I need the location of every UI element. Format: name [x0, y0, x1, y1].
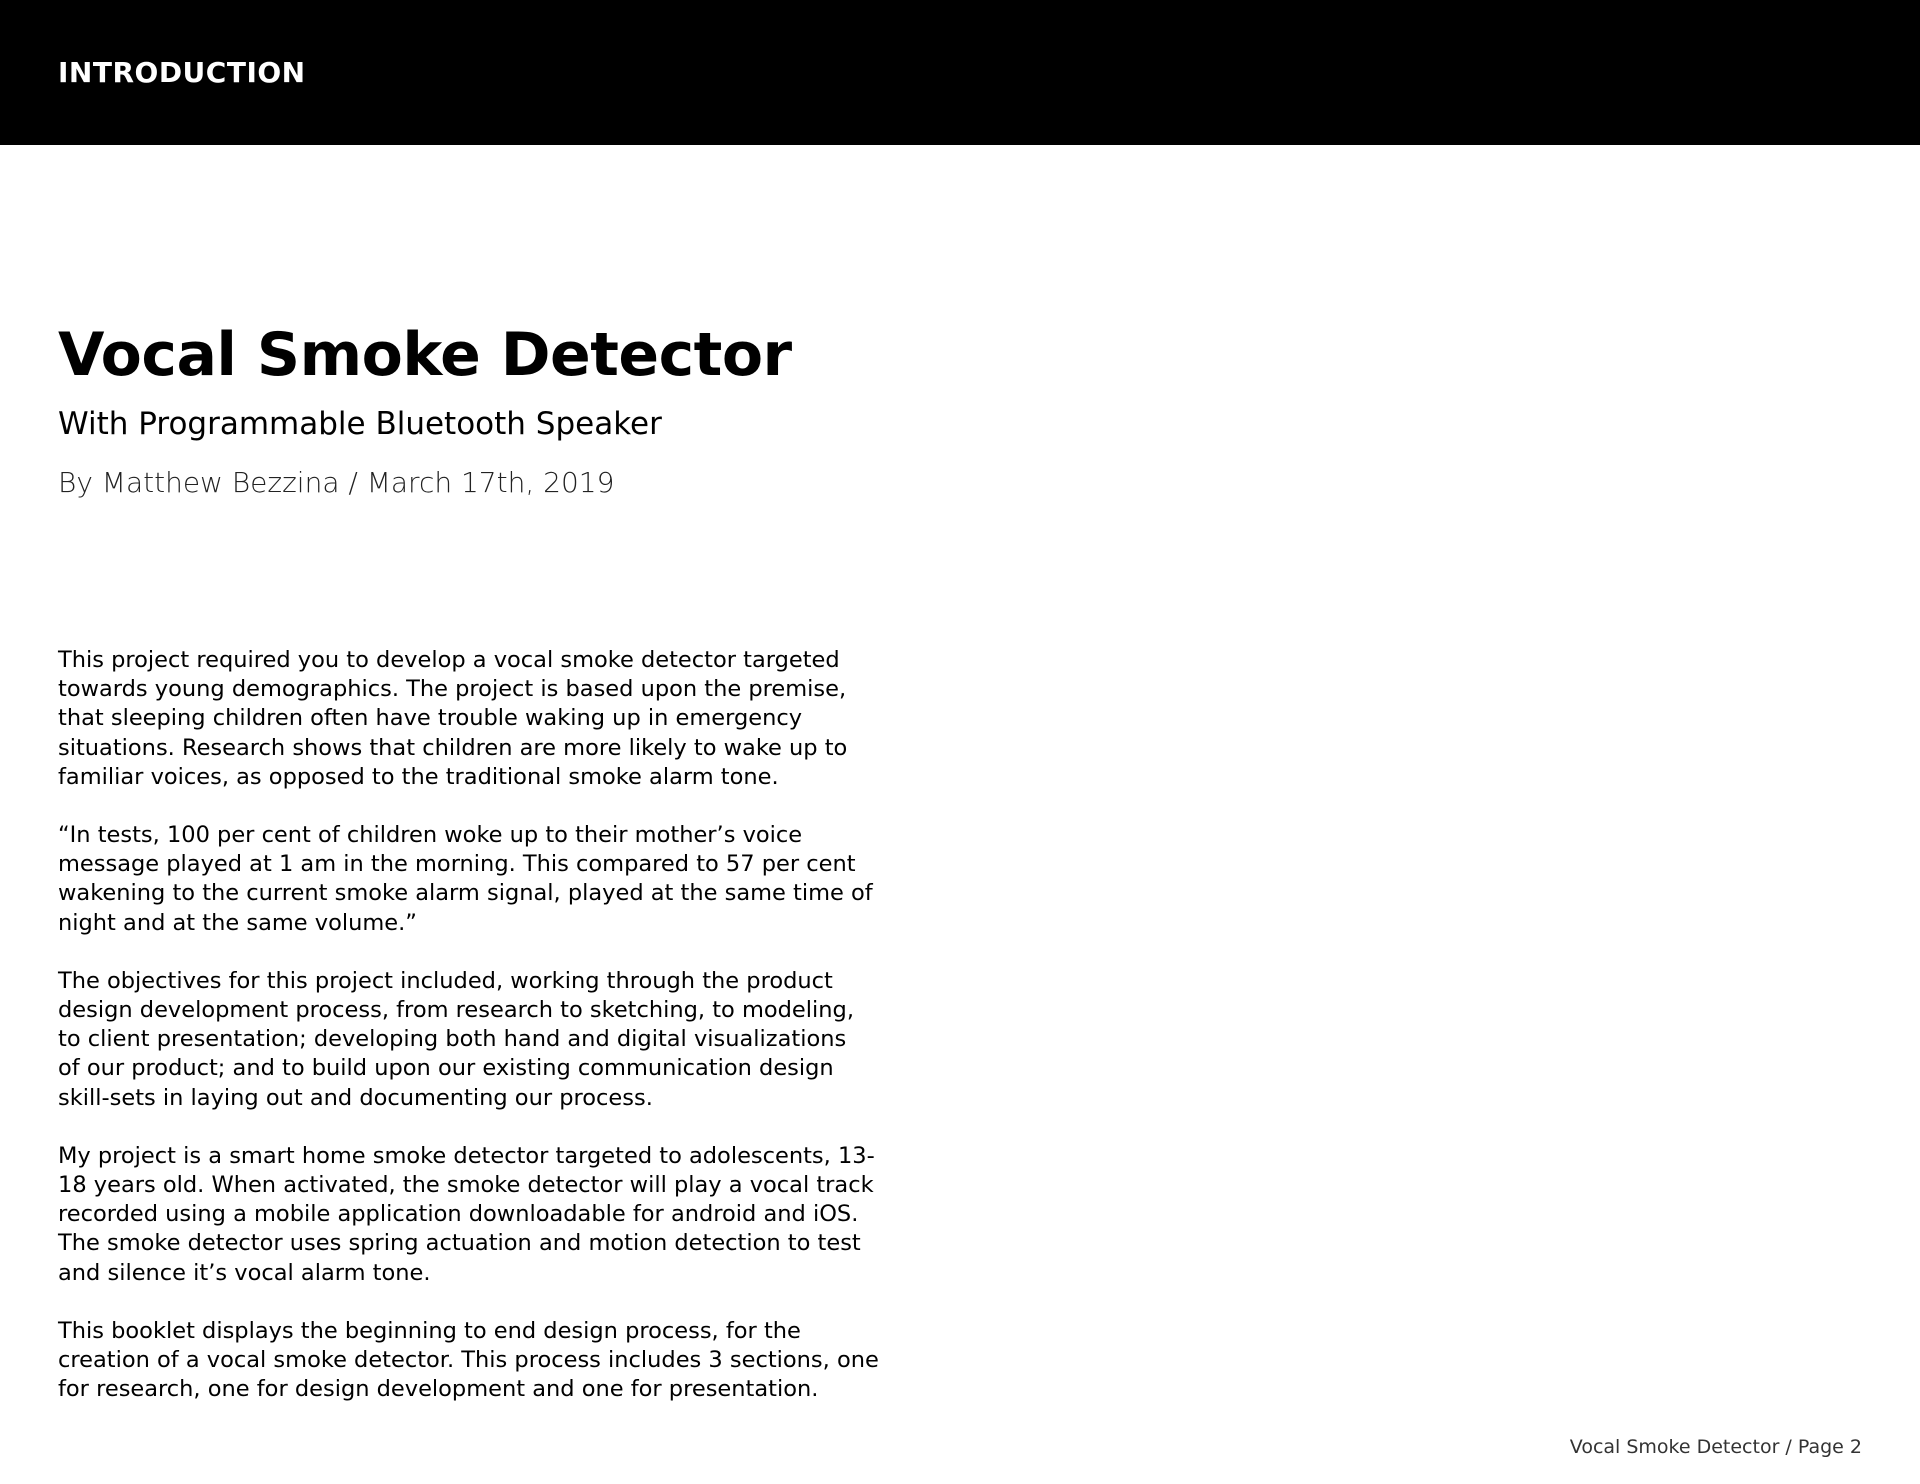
document-subtitle: With Programmable Bluetooth Speaker: [58, 406, 662, 442]
paragraph-objectives: The objectives for this project included, working through the product design development process, from research to sketching, to modeling, to client presentation; developing both hand and digital visualizations of our product; and to build upon our existing communication design skill-sets in laying out and documenting our process.: [58, 967, 854, 1111]
document-title: Vocal Smoke Detector: [58, 320, 792, 390]
introduction-body: [58, 646, 958, 1433]
page-footer: Vocal Smoke Detector / Page 2: [1569, 1436, 1862, 1458]
paragraph-premise: This project required you to develop a vocal smoke detector targeted towards young demographics. The project is based upon the premise, that sleeping children often have trouble waking up in emergency situations. Research shows that children are more likely to wake up to familiar voices, as opposed to the traditional smoke alarm tone.: [58, 647, 848, 790]
author-byline: By Matthew Bezzina / March 17th, 2019: [58, 466, 615, 499]
section-label: INTRODUCTION: [58, 56, 306, 89]
paragraph-product: My project is a smart home smoke detector targeted to adolescents, 13- 18 years old. When activated, the smoke detector will play a vocal track recorded using a mobile application downloadable for android and iOS. The smoke detector uses spring actuation and motion detection to test and silence it’s vocal alarm tone.: [58, 1142, 875, 1286]
paragraph-quote: “In tests, 100 per cent of children woke up to their mother’s voice message played at 1 am in the morning. This compared to 57 per cent wakening to the current smoke alarm signal, played at the same time of night and at the same volume.”: [58, 822, 873, 936]
paragraph-booklet: This booklet displays the beginning to end design process, for the creation of a vocal smoke detector. This process includes 3 sections, one for research, one for design development and one for presentation.: [58, 1317, 879, 1403]
section-header-bar: [0, 0, 1920, 145]
